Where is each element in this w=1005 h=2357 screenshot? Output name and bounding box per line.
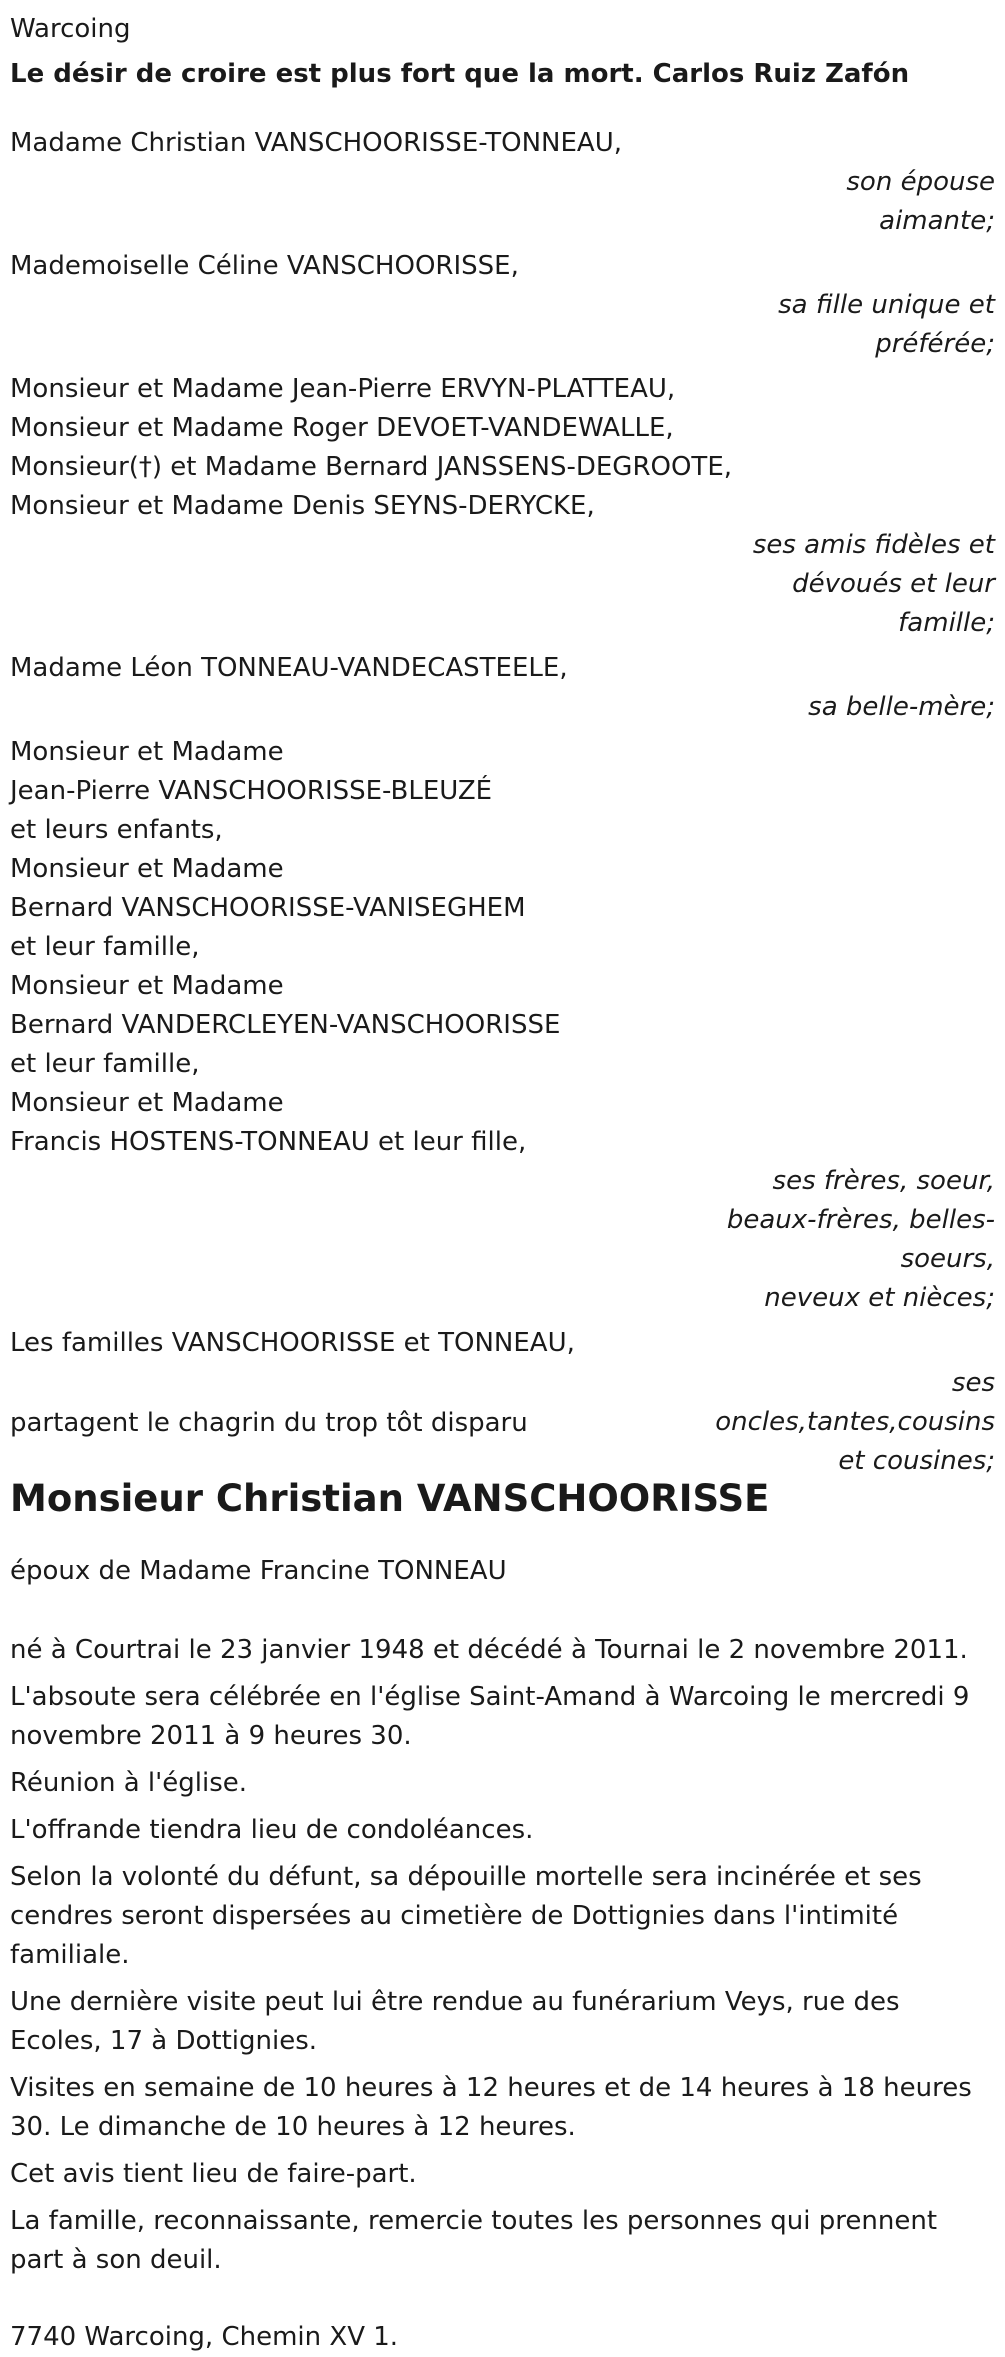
family-relation: [10, 286, 995, 364]
family-names: [10, 649, 995, 688]
family-name-line: Madame Léon TONNEAU-VANDECASTEELE,: [10, 653, 568, 683]
notice-paragraph: L'absoute sera célébrée en l'église Saint-Amand à Warcoing le mercredi 9 novembre 2011 à 9 heures 30.: [10, 1682, 970, 1751]
relation-line: et cousines;: [838, 1446, 995, 1476]
relation-line: famille;: [898, 608, 995, 638]
relation-line: neveux et nièces;: [764, 1283, 995, 1313]
family-name-line: Francis HOSTENS-TONNEAU et leur fille,: [10, 1127, 527, 1157]
notice-paragraph: Une dernière visite peut lui être rendue au funérarium Veys, rue des Ecoles, 17 à Dottignies.: [10, 1987, 900, 2056]
family-entry: [10, 124, 995, 241]
family-names: [10, 247, 995, 286]
family-name-line: Bernard VANSCHOORISSE-VANISEGHEM: [10, 893, 526, 923]
family-name-line: et leurs enfants,: [10, 815, 223, 845]
family-name-line: Monsieur et Madame: [10, 737, 284, 767]
family-relation: [10, 688, 995, 727]
family-name-line: Madame Christian VANSCHOORISSE-TONNEAU,: [10, 128, 622, 158]
relation-line: sa belle-mère;: [808, 692, 995, 722]
families-relation: [715, 1364, 995, 1481]
notice-paragraph: Cet avis tient lieu de faire-part.: [10, 2159, 417, 2189]
family-name-line: Jean-Pierre VANSCHOORISSE-BLEUZÉ: [10, 776, 493, 806]
notice-paragraph: La famille, reconnaissante, remercie toutes les personnes qui prennent part à son deuil.: [10, 2206, 938, 2275]
families-line: Les familles VANSCHOORISSE et TONNEAU,: [10, 1328, 575, 1358]
family-name-line: et leur famille,: [10, 932, 200, 962]
family-name-line: Monsieur(†) et Madame Bernard JANSSENS-DEGROOTE,: [10, 452, 733, 482]
family-list: [10, 124, 995, 1318]
notice-paragraph: L'offrande tiendra lieu de condoléances.: [10, 1815, 534, 1845]
address: 7740 Warcoing, Chemin XV 1.: [10, 2322, 399, 2352]
spouse-line: époux de Madame Francine TONNEAU: [10, 1556, 507, 1586]
family-names: [10, 370, 995, 526]
family-relation: [10, 526, 995, 643]
quote: Le désir de croire est plus fort que la mort. Carlos Ruiz Zafón: [10, 59, 910, 89]
relation-line: ses amis fidèles et: [752, 530, 995, 560]
share-text: partagent le chagrin du trop tôt disparu: [10, 1408, 528, 1438]
relation-line: ses frères, soeur,: [772, 1166, 995, 1196]
family-name-line: Mademoiselle Céline VANSCHOORISSE,: [10, 251, 519, 281]
relation-line: aimante;: [879, 206, 995, 236]
family-name-line: Monsieur et Madame Denis SEYNS-DERYCKE,: [10, 491, 595, 521]
family-name-line: Monsieur et Madame: [10, 854, 284, 884]
relation-line: son épouse: [846, 167, 995, 197]
location-heading: Warcoing: [10, 14, 131, 44]
family-name-line: et leur famille,: [10, 1049, 200, 1079]
family-name-line: Monsieur et Madame: [10, 1088, 284, 1118]
families-block: [10, 1324, 995, 1476]
relation-line: oncles,tantes,cousins: [715, 1407, 995, 1437]
family-relation: [10, 163, 995, 241]
relation-line: sa fille unique et: [778, 290, 995, 320]
notice-paragraph: né à Courtrai le 23 janvier 1948 et décédé à Tournai le 2 novembre 2011.: [10, 1635, 968, 1665]
family-entry: [10, 370, 995, 643]
family-name-line: Bernard VANDERCLEYEN-VANSCHOORISSE: [10, 1010, 561, 1040]
family-name-line: Monsieur et Madame: [10, 971, 284, 1001]
family-names: [10, 124, 995, 163]
notice-paragraph: Visites en semaine de 10 heures à 12 heures et de 14 heures à 18 heures 30. Le dimanche de 10 heures à 12 heures.: [10, 2073, 972, 2142]
notice-paragraph: Réunion à l'église.: [10, 1768, 248, 1798]
relation-line: soeurs,: [900, 1244, 995, 1274]
deceased-name: Monsieur Christian VANSCHOORISSE: [10, 1477, 770, 1520]
relation-line: beaux-frères, belles-: [726, 1205, 995, 1235]
relation-line: dévoués et leur: [792, 569, 995, 599]
family-names: [10, 733, 995, 1162]
relation-line: préférée;: [875, 329, 995, 359]
relation-line: ses: [951, 1368, 995, 1398]
family-entry: [10, 649, 995, 727]
family-relation: [10, 1162, 995, 1318]
family-entry: [10, 733, 995, 1318]
family-entry: [10, 247, 995, 364]
family-name-line: Monsieur et Madame Roger DEVOET-VANDEWALLE,: [10, 413, 674, 443]
paragraphs: [10, 1631, 995, 2280]
family-name-line: Monsieur et Madame Jean-Pierre ERVYN-PLATTEAU,: [10, 374, 676, 404]
notice-paragraph: Selon la volonté du défunt, sa dépouille mortelle sera incinérée et ses cendres seront dispersées au cimetière de Dottignies dans l'intimité familiale.: [10, 1862, 922, 1970]
